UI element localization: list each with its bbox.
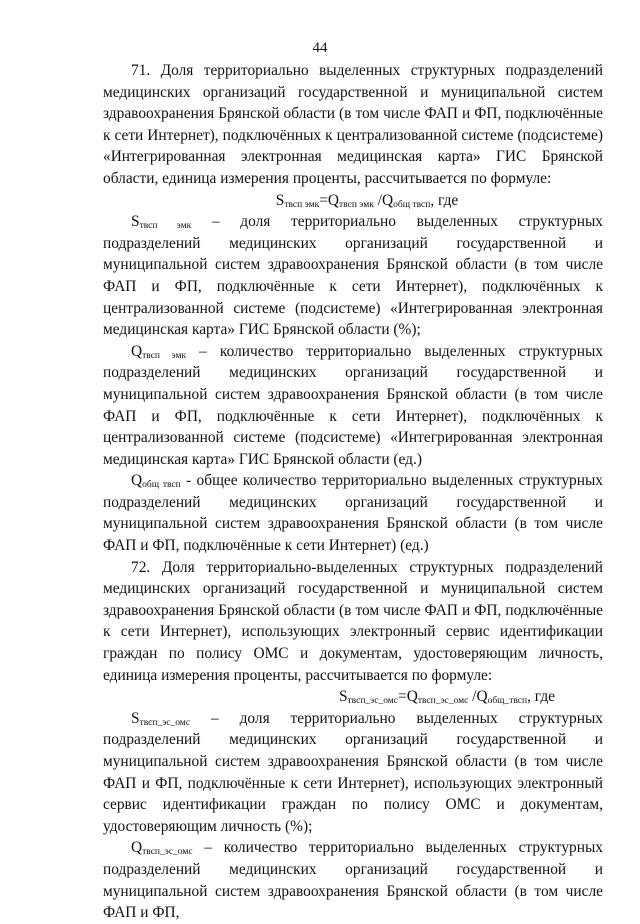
formula-71-s-sub: твсп эмк [284, 199, 320, 210]
definition-71-q [103, 341, 603, 471]
formula-71-eq: = [319, 191, 328, 209]
formula-72 [103, 686, 603, 708]
formula-72-div: / [468, 688, 477, 706]
paragraph-71-intro: 71. Доля территориально выделенных структурных подразделений медицинских организаций государственной и муниципальной систем здравоохранения Брянской области (в том числе ФАП и ФП, подключённые к сети Интернет), подключённых к централизованной системе (подсистеме) «Интегрированная электронная медицинская карта» ГИС Брянской области, единица измерения проценты, рассчитывается по формуле: [103, 62, 603, 187]
formula-71-tail: , где [430, 191, 459, 209]
formula-72-tail: , где [527, 688, 555, 706]
document-body [103, 60, 603, 924]
formula-72-q-sub: твсп_эс_омс [417, 696, 469, 707]
formula-71-q: Q [327, 191, 340, 209]
formula-72-eq: = [398, 688, 407, 706]
definition-71-q-total-symbol: Q [131, 472, 143, 490]
definition-71-s-symbol: S [131, 213, 140, 231]
definition-71-q-total-sub: общ твсп [142, 480, 181, 491]
definition-71-s-sub: твсп эмк [139, 221, 192, 232]
formula-71-div: / [373, 191, 383, 209]
definition-72-q [103, 837, 603, 923]
definition-72-q-text: – количество территориально выделенных структурных подразделений медицинских организаций государственной и муниципальной систем здравоохранения Брянской области (в том числе ФАП и ФП, [103, 839, 603, 922]
definition-71-q-text: – количество территориально выделенных структурных подразделений медицинских организаций государственной и муниципальной систем здравоохранения Брянской области (в том числе ФАП и ФП, подключённые к сети Интернет), подключённых к централизованной системе (подсистеме) «Интегрированная электронная медицинская карта» ГИС Брянской области (ед.) [103, 342, 603, 468]
formula-71 [103, 190, 603, 212]
definition-71-q-total [103, 470, 603, 556]
definition-72-s-text: – доля территориально выделенных структурных подразделений медицинских организаций государственной и муниципальной систем здравоохранения Брянской области (в том числе ФАП и ФП, подключённые к сети Интернет), использующих электронный сервис идентификации граждан по полису ОМС и документам, удостоверяющим личность (%); [103, 709, 603, 835]
definition-72-s-symbol: S [131, 709, 140, 727]
formula-72-q2: Q [476, 688, 488, 706]
formula-71-q2: Q [382, 191, 394, 209]
formula-72-q: Q [406, 688, 418, 706]
definition-71-q-sub: твсп эмк [142, 350, 187, 361]
formula-71-s: S [275, 191, 285, 209]
definition-72-q-symbol: Q [131, 839, 143, 857]
definition-72-s-sub: твсп_эс_омс [139, 717, 191, 728]
page-number: 44 [312, 40, 328, 56]
definition-72-q-sub: твсп_эс_омс [142, 847, 193, 858]
definition-71-q-total-text: - общее количество территориально выделенных структурных подразделений медицинских организаций государственной и муниципальной систем здравоохранения Брянской области (в том числе ФАП и ФП, подключённые к сети Интернет) (ед.) [103, 472, 603, 555]
formula-72-q2-sub: общ_твсп [487, 696, 528, 707]
formula-72-s-sub: твсп_эс_омс [347, 696, 399, 707]
formula-71-q-sub: твсп эмк [339, 199, 374, 210]
definition-71-s [103, 211, 603, 341]
paragraph-72-intro: 72. Доля территориально-выделенных структурных подразделений медицинских организаций государственной и муниципальной систем здравоохранения Брянской области (в том числе ФАП и ФП, подключённые к сети Интернет), использующих электронный сервис идентификации граждан по полису ОМС и документам, удостоверяющим личность, единица измерения проценты, рассчитывается по формуле: [103, 558, 603, 684]
definition-71-s-text: – доля территориально выделенных структурных подразделений медицинских организаций государственной и муниципальной систем здравоохранения Брянской области (в том числе ФАП и ФП, подключённые к сети Интернет), подключённых к централизованной системе (подсистеме) «Интегрированная электронная медицинская карта» ГИС Брянской области (%); [103, 213, 603, 339]
formula-72-s: S [338, 688, 348, 706]
formula-71-q2-sub: общ твсп [393, 199, 431, 210]
definition-72-s [103, 708, 603, 838]
definition-71-q-symbol: Q [131, 342, 143, 360]
